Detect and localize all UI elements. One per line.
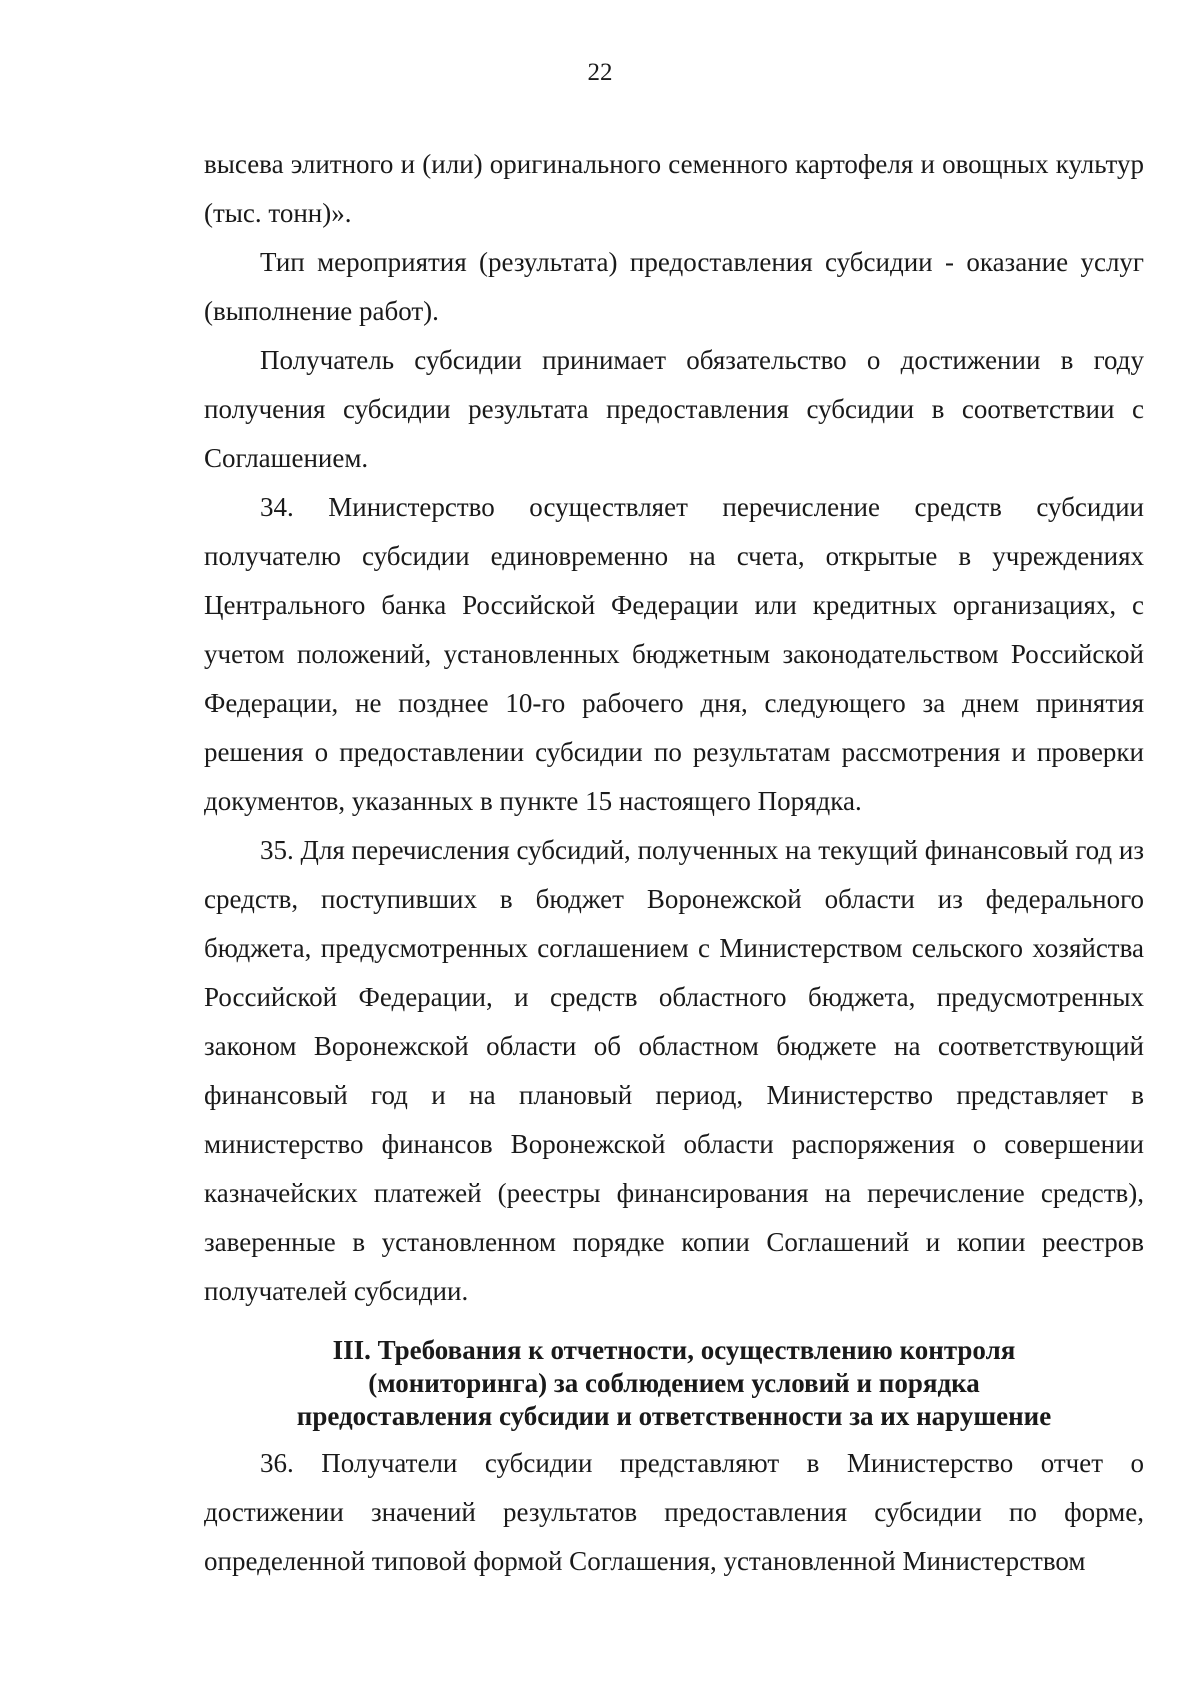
page-number: 22 xyxy=(587,59,613,86)
paragraph-35: 35. Для перечисления субсидий, полученных на текущий финансовый год из средств, поступивших в бюджет Воронежской области из федерального бюджета, предусмотренных соглашением с Министерством сельского хозяйства Российской Федерации, и средств областного бюджета, предусмотренных законом Воронежской области об областном бюджете на соответствующий финансовый год и на плановый период, Министерство представляет в министерство финансов Воронежской области распоряжения о совершении казначейских платежей (реестры финансирования на перечисление средств), заверенные в установленном порядке копии Соглашений и копии реестров получателей субсидии. xyxy=(204,835,1144,1306)
section-heading xyxy=(204,1334,1144,1433)
section-heading-line: III. Требования к отчетности, осуществлению контроля xyxy=(332,1335,1016,1365)
section-heading-line: предоставления субсидии и ответственности за их нарушение xyxy=(296,1401,1052,1431)
paragraph-event-type: Тип мероприятия (результата) предоставления субсидии - оказание услуг (выполнение работ). xyxy=(204,247,1144,326)
paragraph-36: 36. Получатели субсидии представляют в Министерство отчет о достижении значений результатов предоставления субсидии по форме, определенной типовой формой Соглашения, установленной Министерством xyxy=(204,1448,1144,1576)
paragraph-recipient-obligation: Получатель субсидии принимает обязательство о достижении в году получения субсидии результата предоставления субсидии в соответствии с Соглашением. xyxy=(204,345,1144,473)
section-heading-line: (мониторинга) за соблюдением условий и порядка xyxy=(368,1368,980,1398)
paragraph-continuation: высева элитного и (или) оригинального семенного картофеля и овощных культур (тыс. тонн)». xyxy=(204,149,1144,228)
paragraph-34: 34. Министерство осуществляет перечисление средств субсидии получателю субсидии единовременно на счета, открытые в учреждениях Центрального банка Российской Федерации или кредитных организациях, с учетом положений, установленных бюджетным законодательством Российской Федерации, не позднее 10-го рабочего дня, следующего за днем принятия решения о предоставлении субсидии по результатам рассмотрения и проверки документов, указанных в пункте 15 настоящего Порядка. xyxy=(204,492,1144,816)
document-body xyxy=(204,140,1144,1586)
